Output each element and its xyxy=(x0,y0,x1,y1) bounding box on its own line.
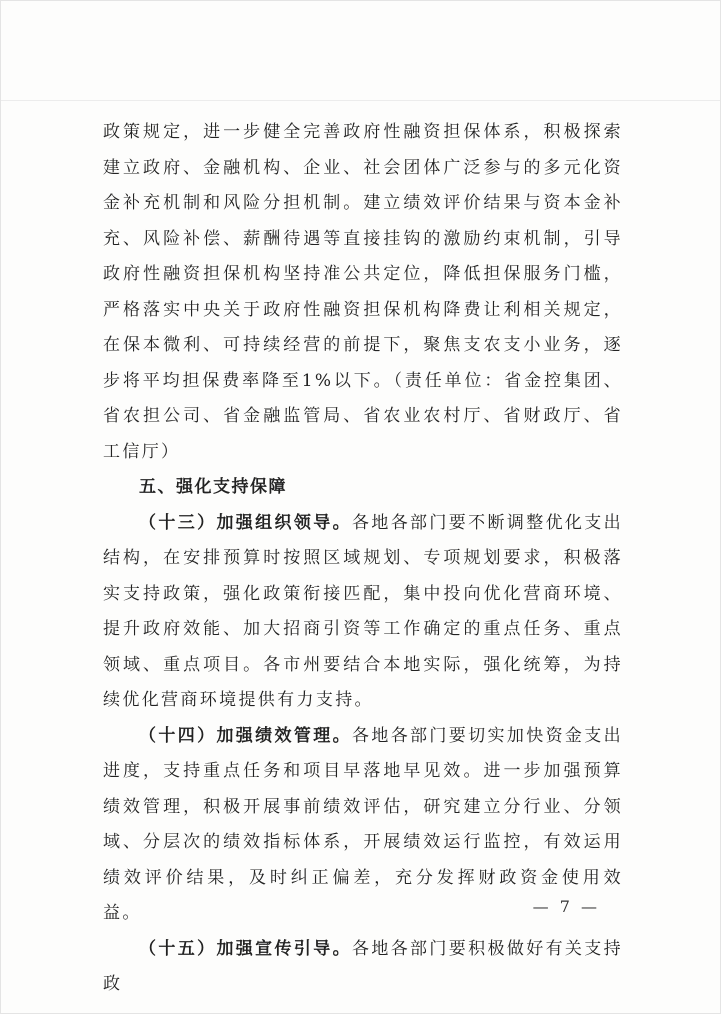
paragraph-organization-leadership xyxy=(103,506,623,719)
paragraph-body-15: 各地各部门要积极做好有关支持政 xyxy=(103,938,623,994)
paragraph-publicity-guidance xyxy=(103,932,623,1003)
document-body xyxy=(103,115,623,1003)
paragraph-lead-15: （十五）加强宣传引导。 xyxy=(139,938,352,959)
paragraph-guarantee-policy: 政策规定，进一步健全完善政府性融资担保体系，积极探索建立政府、金融机构、企业、社会团体广泛参与的多元化资金补充机制和风险分担机制。建立绩效评价结果与资本金补充、风险补偿、薪酬待遇等直接挂钩的激励约束机制，引导政府性融资担保机构坚持准公共定位，降低担保服务门槛，严格落实中央关于政府性融资担保机构降费让利相关规定，在保本微利、可持续经营的前提下，聚焦支农支小业务，逐步将平均担保费率降至1%以下。（责任单位：省金控集团、省农担公司、省金融监管局、省农业农村厅、省财政厅、省工信厅） xyxy=(103,122,623,462)
paragraph-body-14: 各地各部门要切实加快资金支出进度，支持重点任务和项目早落地早见效。进一步加强预算绩效管理，积极开展事前绩效评估，研究建立分行业、分领域、分层次的绩效指标体系，开展绩效运行监控，有效运用绩效评价结果，及时纠正偏差，充分发挥财政资金使用效益。 xyxy=(103,725,623,923)
paragraph-body-13: 各地各部门要不断调整优化支出结构，在安排预算时按照区域规划、专项规划要求，积极落实支持政策，强化政策衔接匹配，集中投向优化营商环境、提升政府效能、加大招商引资等工作确定的重点任务、重点领域、重点项目。各市州要结合本地实际，强化统筹，为持续优化营商环境提供有力支持。 xyxy=(103,512,623,710)
section-heading-support: 五、强化支持保障 xyxy=(139,477,287,497)
paragraph-lead-14: （十四）加强绩效管理。 xyxy=(139,725,352,746)
paragraph-lead-13: （十三）加强组织领导。 xyxy=(139,512,352,533)
page-number: — 7 — xyxy=(532,897,600,916)
header-divider xyxy=(1,100,720,101)
